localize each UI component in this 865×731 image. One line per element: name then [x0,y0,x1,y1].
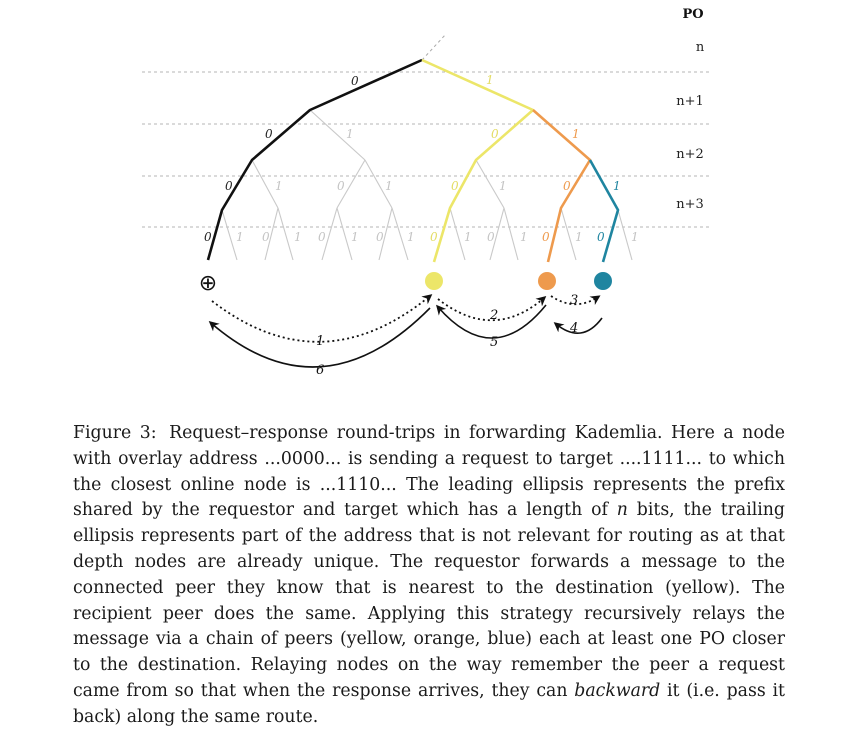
bit-label: 0 [351,74,359,88]
po-row-n3: n+3 [676,197,704,212]
hop-2-label: 2 [490,308,499,323]
orange-node [538,272,556,290]
hop-5-label: 5 [490,335,499,350]
bit-label: 1 [351,230,359,244]
bit-label: 1 [346,127,354,141]
root-continuation [422,34,446,60]
bit-label: 1 [520,230,528,244]
level-lines [142,72,712,227]
po-row-n: n [695,40,705,55]
bit-label: 0 [487,230,495,244]
bit-label: 1 [275,179,283,193]
bit-label: 0 [225,179,233,193]
bit-label: 1 [294,230,302,244]
po-row-n1: n+1 [676,94,704,109]
bit-label: 0 [451,179,459,193]
hop-4-label: 4 [570,321,579,336]
yellow-node [425,272,443,290]
blue-node [594,272,612,290]
bit-label: 0 [430,230,438,244]
hop-1-label: 1 [316,334,325,349]
caption-text-1: Request–response round-trips in forwarding Kademlia. Here a node with overlay address ...0000... is sending a request to target ....1111... to which the closest online node is ...1110... The leading ellipsis represents the prefix shared by the requestor and target which has a length of [73,423,786,521]
blue-path [590,160,618,262]
requestor-node [199,271,217,296]
bit-label: 0 [262,230,270,244]
figure-caption [73,421,785,731]
bit-label: 1 [464,230,472,244]
caption-n-italic: n [616,500,628,521]
caption-text-3: it (i.e. pass it back) along the same route. [73,680,785,727]
yellow-path [422,60,533,262]
bit-label: 0 [563,179,571,193]
bit-label: 1 [613,179,621,193]
requestor-symbol: ⊕ [198,271,218,296]
bit-label: 0 [542,230,550,244]
bit-label: 0 [265,127,273,141]
bit-label: 1 [631,230,639,244]
hop-4-arrow [556,318,602,333]
bit-label: 0 [337,179,345,193]
po-header: PO [682,7,704,22]
bit-label: 1 [575,230,583,244]
bit-label: 0 [376,230,384,244]
caption-text-2: bits, the trailing ellipsis represents part of the address that is not relevant for routing as at that depth nodes are already unique. The requestor forwards a message to the connected peer they know that is nearest to the destination (yellow). The recipient peer does the same. Applying this strategy recursively relays the message via a chain of peers (yellow, orange, blue) each at least one PO closer to the destination. Relaying nodes on the way remember the peer a request came from so that when the response arrives, they can [73,500,785,701]
bit-label: 1 [572,127,580,141]
bit-label: 1 [385,179,393,193]
hop-6-label: 6 [316,363,325,378]
bit-label: 1 [407,230,415,244]
bit-label: 1 [499,179,507,193]
bit-label: 1 [486,73,494,87]
bit-label: 0 [597,230,605,244]
bit-label: 0 [318,230,326,244]
bit-label: 0 [491,127,499,141]
caption-backward-italic: backward [574,680,661,701]
bit-label: 0 [204,230,212,244]
caption-label: Figure 3: [73,423,157,443]
bit-labels [204,73,639,244]
bit-label: 1 [236,230,244,244]
hop-arrows [211,296,602,367]
hop-3-label: 3 [570,293,579,308]
po-row-n2: n+2 [676,147,704,162]
